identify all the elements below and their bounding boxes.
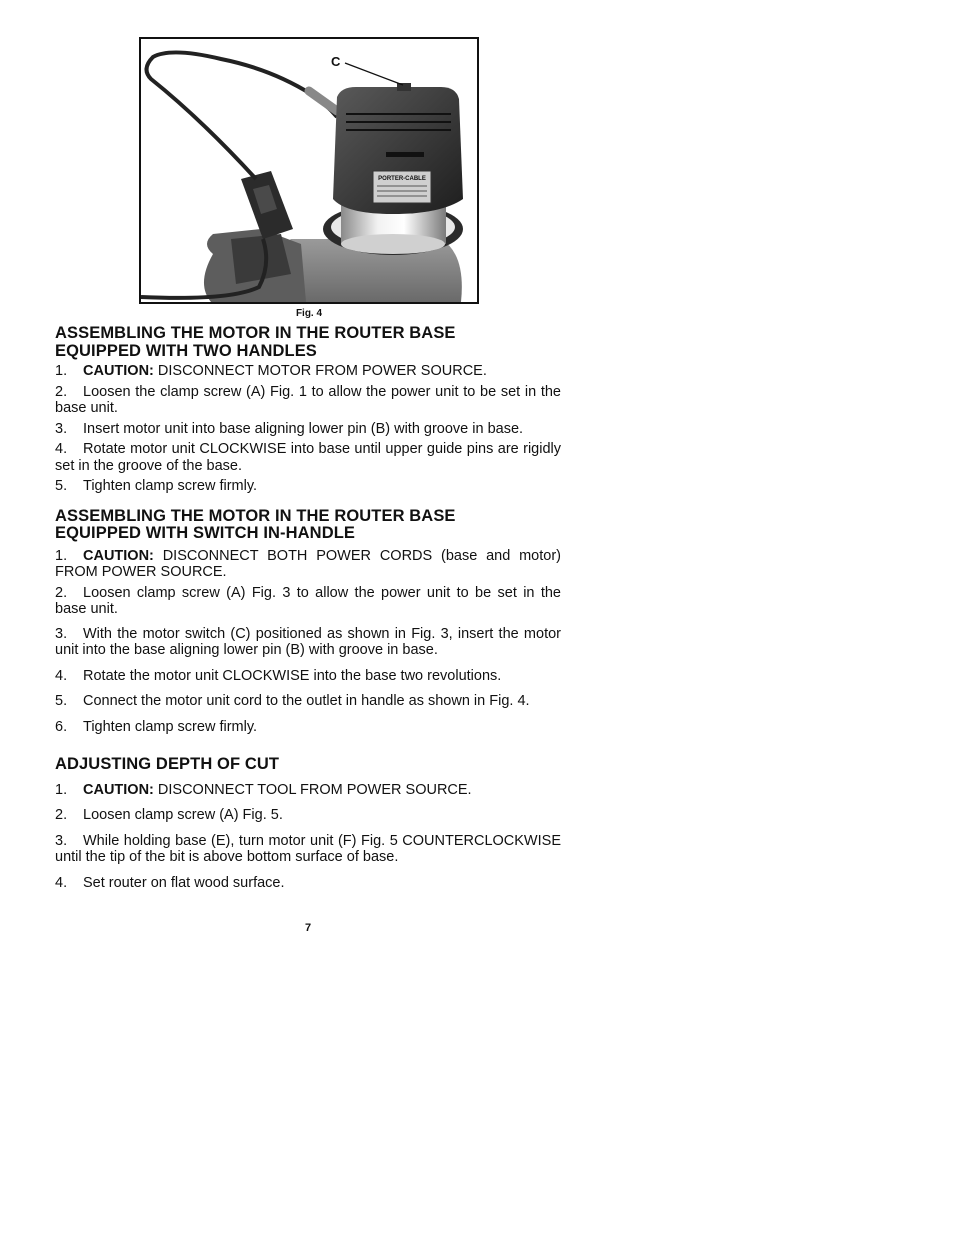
list-item [55, 668, 561, 685]
item-text: Rotate motor unit CLOCKWISE into base until upper guide pins are rigidly set in the groove of the base. [55, 441, 561, 474]
item-text: Loosen clamp screw (A) Fig. 5. [83, 807, 283, 823]
section-heading [55, 325, 561, 360]
list-item [55, 585, 561, 618]
item-number: 1. [55, 363, 68, 379]
list-item [55, 719, 561, 736]
item-number: 4. [55, 441, 68, 457]
list-item [55, 833, 561, 866]
figure-4-image [139, 37, 479, 304]
item-number: 1. [55, 781, 68, 798]
section-heading [55, 756, 561, 774]
item-text: DISCONNECT MOTOR FROM POWER SOURCE. [153, 363, 487, 379]
list-item [55, 875, 561, 892]
heading-line-1: ASSEMBLING THE MOTOR IN THE ROUTER BASE [55, 506, 456, 525]
item-number: 3. [55, 832, 68, 849]
item-text: Connect the motor unit cord to the outlet in handle as shown in Fig. 4. [83, 693, 530, 709]
item-text: Loosen clamp screw (A) Fig. 3 to allow the power unit to be set in the base unit. [55, 584, 561, 617]
motor-brand-label: PORTER-CABLE [378, 176, 426, 182]
list-item [55, 693, 561, 710]
heading-line-2: EQUIPPED WITH SWITCH IN-HANDLE [55, 524, 355, 542]
item-text: Rotate the motor unit CLOCKWISE into the base two revolutions. [83, 667, 502, 684]
heading-line-1: ADJUSTING DEPTH OF CUT [55, 755, 280, 773]
item-text: Loosen the clamp screw (A) Fig. 1 to allow the power unit to be set in the base unit. [55, 383, 561, 416]
item-number: 4. [55, 874, 68, 891]
item-number: 2. [55, 807, 68, 823]
item-number: 5. [55, 478, 68, 494]
item-text: DISCONNECT TOOL FROM POWER SOURCE. [153, 781, 472, 798]
item-number: 6. [55, 718, 68, 735]
section-switch-in-handle [55, 508, 561, 736]
item-number: 3. [55, 420, 68, 437]
list-item [55, 626, 561, 659]
item-number: 2. [55, 383, 68, 400]
instructions-body [55, 325, 561, 891]
list-item [55, 363, 561, 380]
heading-line-2: EQUIPPED WITH TWO HANDLES [55, 341, 317, 360]
item-text: DISCONNECT BOTH POWER CORDS (base and motor) FROM POWER SOURCE. [55, 547, 561, 580]
caution-label: CAUTION: [83, 547, 154, 564]
item-number: 5. [55, 693, 68, 709]
item-text: Insert motor unit into base aligning lower pin (B) with groove in base. [83, 420, 524, 437]
list-item [55, 384, 561, 417]
item-text: Tighten clamp screw firmly. [83, 718, 258, 735]
list-item [55, 421, 561, 438]
caution-label: CAUTION: [83, 363, 154, 379]
section-adjusting-depth [55, 756, 561, 891]
router-motor-illustration [141, 39, 477, 302]
item-text: Set router on flat wood surface. [83, 874, 285, 891]
figure-caption: Fig. 4 [295, 308, 323, 319]
section-two-handles [55, 325, 561, 495]
item-number: 2. [55, 584, 68, 601]
list-item [55, 782, 561, 799]
figure-callout-c: C [331, 54, 341, 69]
item-text: While holding base (E), turn motor unit (F) Fig. 5 COUNTERCLOCKWISE until the tip of the bit is above bottom surface of base. [55, 832, 561, 865]
item-text: With the motor switch (C) positioned as shown in Fig. 3, insert the motor unit into the base aligning lower pin (B) with groove in base. [55, 625, 561, 658]
item-number: 4. [55, 667, 68, 684]
item-number: 3. [55, 625, 68, 642]
list-item [55, 478, 561, 495]
heading-line-1: ASSEMBLING THE MOTOR IN THE ROUTER BASE [55, 324, 456, 342]
item-text: Tighten clamp screw firmly. [83, 478, 258, 494]
list-item [55, 441, 561, 474]
section-heading [55, 508, 561, 543]
caution-label: CAUTION: [83, 781, 154, 798]
page-number: 7 [304, 922, 312, 934]
list-item [55, 807, 561, 824]
list-item [55, 548, 561, 581]
item-number: 1. [55, 547, 68, 564]
